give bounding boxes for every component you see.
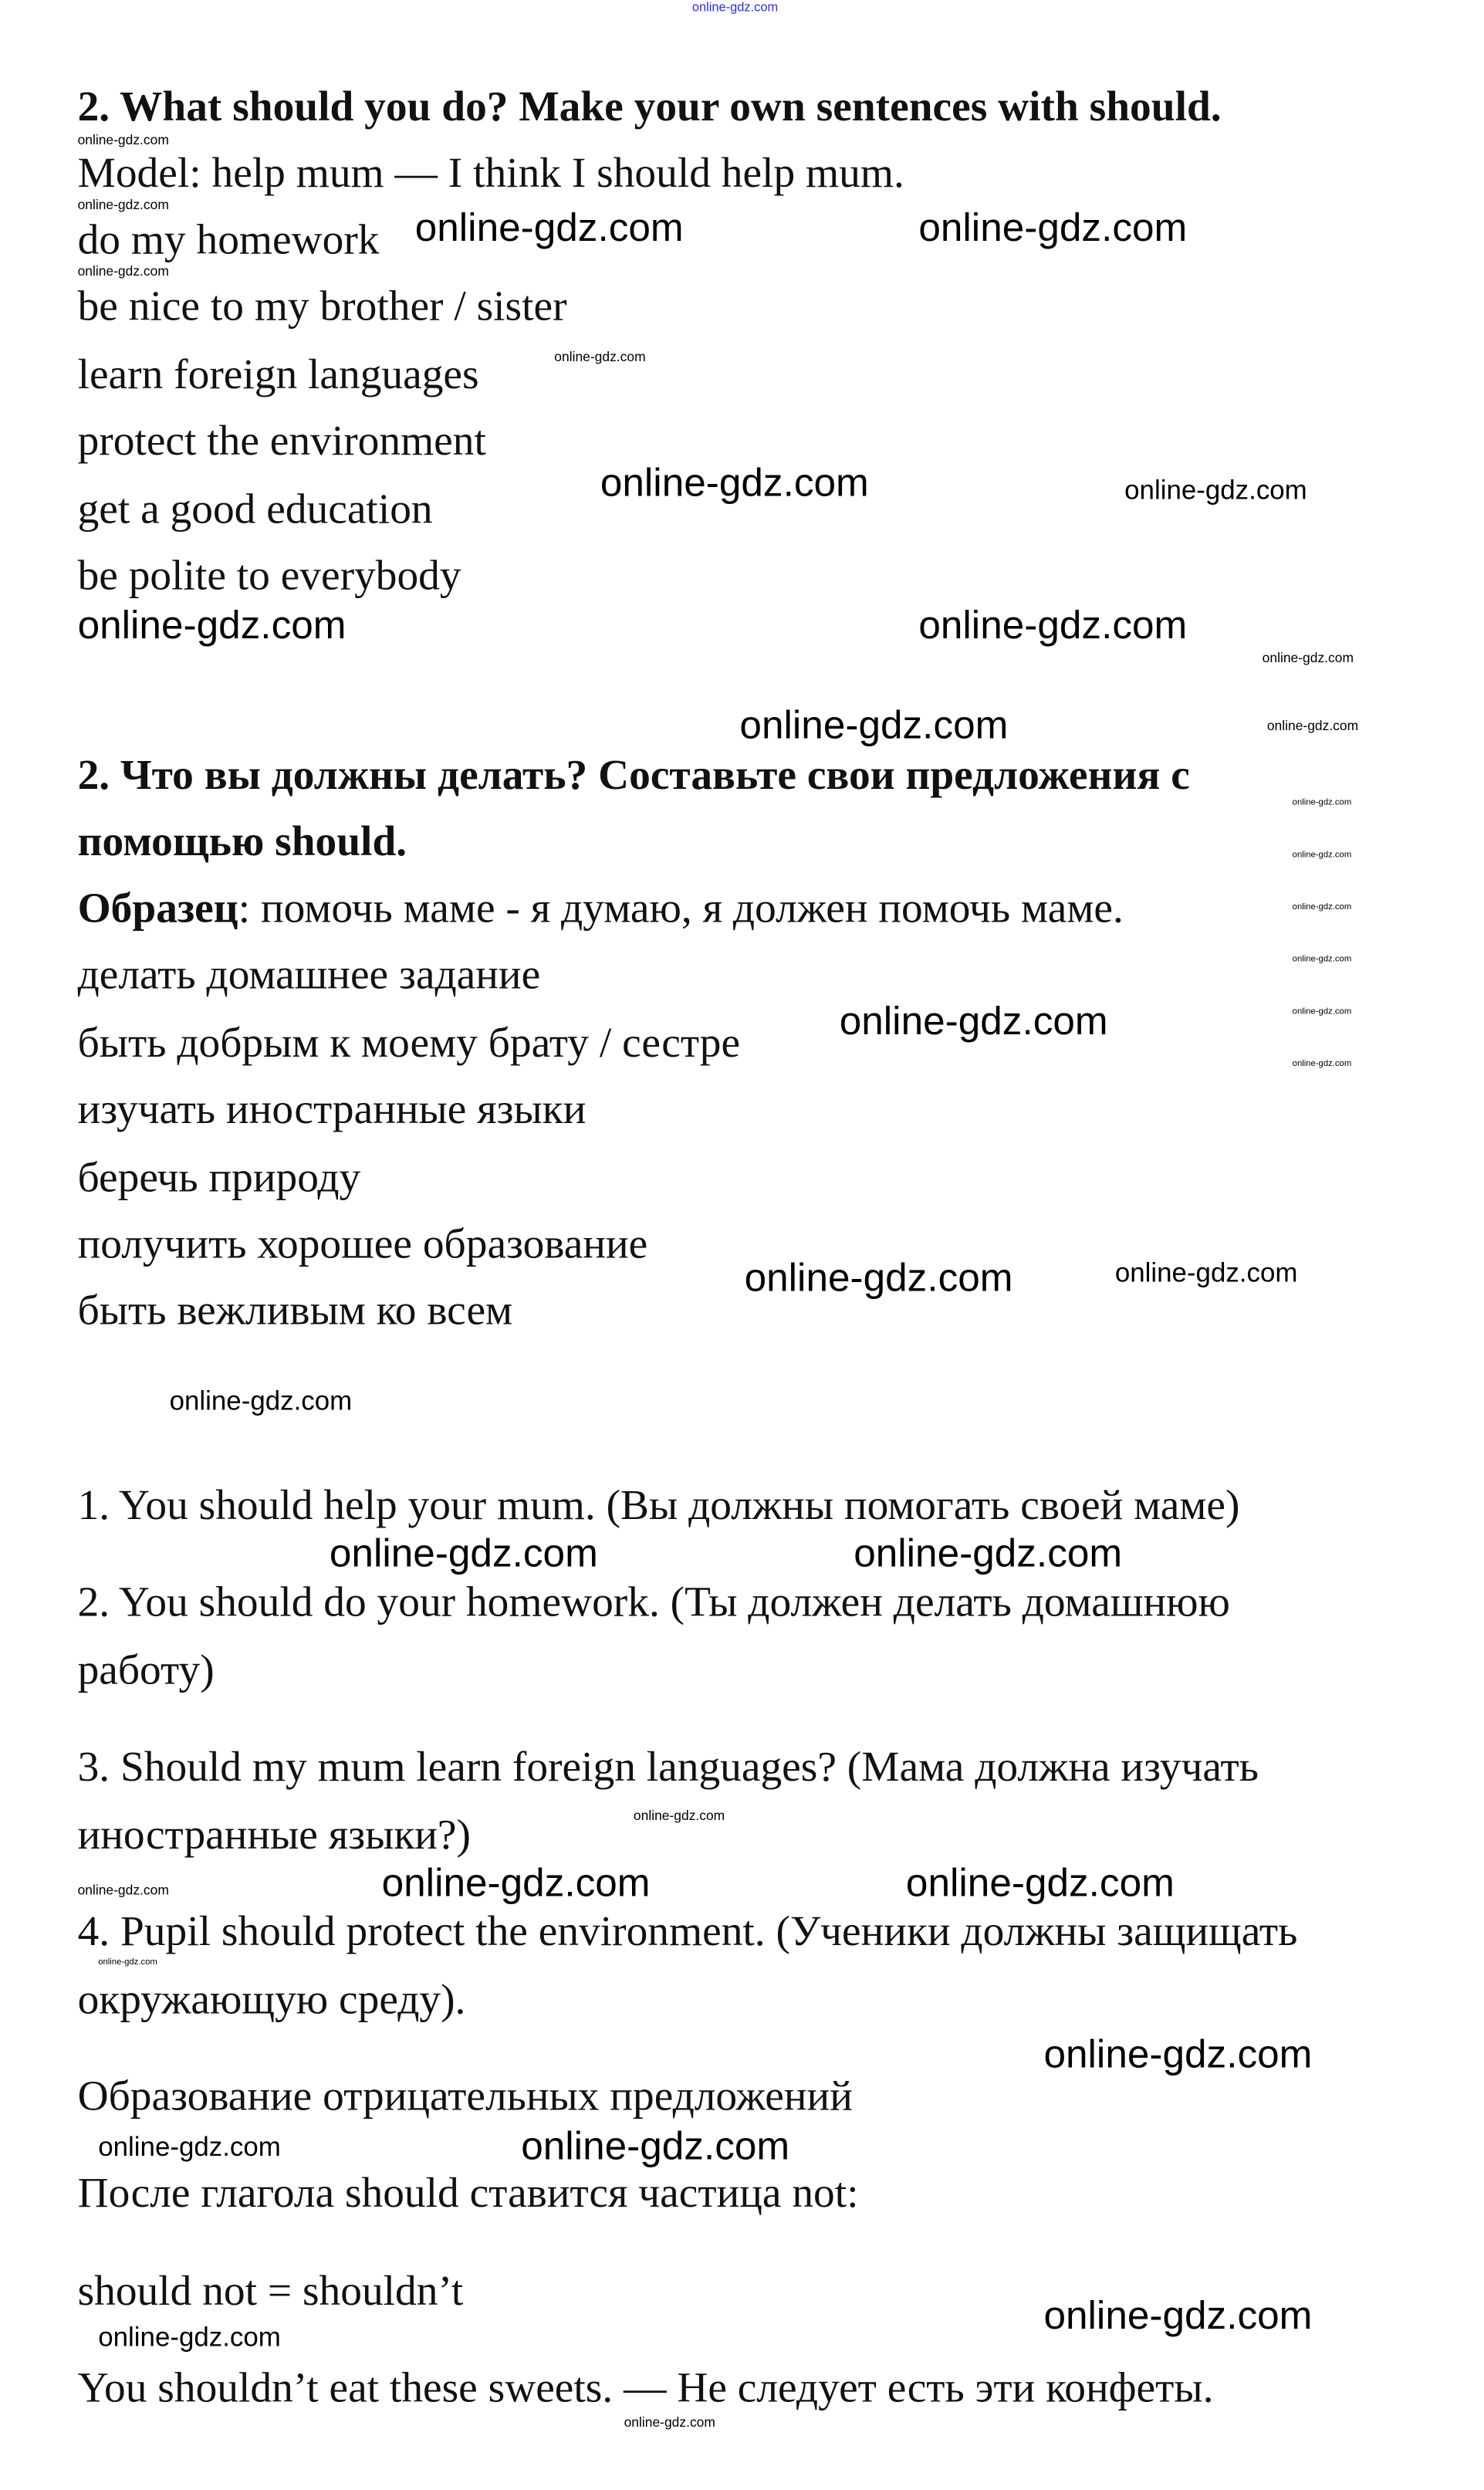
list-item: get a good education bbox=[77, 485, 433, 533]
rule-text: После глагола should ставится частица not: bbox=[77, 2168, 859, 2217]
watermark: online-gdz.com bbox=[905, 1861, 1175, 1906]
answer-line: 2. You should do your homework. (Ты должен делать домашнюю bbox=[77, 1578, 1230, 1626]
exercise-heading: 2. What should you do? Make your own sentences with should. bbox=[77, 82, 1222, 130]
list-item: быть вежливым ко всем bbox=[77, 1286, 513, 1335]
watermark: online-gdz.com bbox=[739, 703, 1009, 748]
watermark: online-gdz.com bbox=[98, 1957, 157, 1967]
watermark: online-gdz.com bbox=[1292, 955, 1352, 965]
watermark: online-gdz.com bbox=[1266, 717, 1359, 734]
rule-example: You shouldn’t eat these sweets. — Не следует есть эти конфеты. bbox=[77, 2363, 1214, 2411]
watermark: online-gdz.com bbox=[1292, 798, 1352, 808]
list-item: быть добрым к моему брату / сестре bbox=[77, 1018, 741, 1067]
list-item: беречь природу bbox=[77, 1153, 361, 1201]
watermark: online-gdz.com bbox=[1114, 1257, 1298, 1288]
watermark: online-gdz.com bbox=[839, 1000, 1108, 1044]
watermark: online-gdz.com bbox=[1292, 1059, 1352, 1070]
watermark: online-gdz.com bbox=[691, 0, 779, 15]
answer-line: 1. You should help your mum. (Вы должны помогать своей маме) bbox=[77, 1480, 1240, 1529]
exercise-heading-ru: 2. Что вы должны делать? Составьте свои предложения с bbox=[77, 750, 1190, 799]
watermark: online-gdz.com bbox=[918, 205, 1188, 251]
list-item: do my homework bbox=[77, 215, 380, 263]
list-item: получить хорошее образование bbox=[77, 1220, 648, 1267]
watermark: online-gdz.com bbox=[1043, 2293, 1313, 2339]
list-item: protect the environment bbox=[77, 416, 486, 465]
watermark: online-gdz.com bbox=[1043, 2032, 1313, 2077]
watermark: online-gdz.com bbox=[77, 196, 169, 213]
list-item: be nice to my brother / sister bbox=[77, 282, 567, 330]
answer-line: работу) bbox=[77, 1646, 215, 1693]
watermark: online-gdz.com bbox=[521, 2124, 790, 2169]
watermark: online-gdz.com bbox=[1124, 475, 1307, 506]
watermark: online-gdz.com bbox=[554, 348, 646, 365]
model-text: : помочь маме - я думаю, я должен помочь маме. bbox=[238, 884, 1124, 932]
watermark: online-gdz.com bbox=[98, 2132, 281, 2163]
watermark: online-gdz.com bbox=[1292, 902, 1352, 913]
watermark: online-gdz.com bbox=[624, 2414, 715, 2431]
model-label: Образец bbox=[77, 884, 238, 932]
rule-heading: Образование отрицательных предложений bbox=[77, 2072, 853, 2120]
answer-line: иностранные языки?) bbox=[77, 1810, 471, 1859]
watermark: online-gdz.com bbox=[329, 1531, 598, 1577]
watermark: online-gdz.com bbox=[854, 1531, 1123, 1577]
model-sentence-ru bbox=[78, 882, 1124, 933]
watermark: online-gdz.com bbox=[1292, 1007, 1352, 1017]
watermark: online-gdz.com bbox=[744, 1256, 1013, 1301]
list-item: изучать иностранные языки bbox=[77, 1084, 587, 1133]
exercise-heading-ru-cont: помощью should. bbox=[77, 817, 407, 865]
watermark: online-gdz.com bbox=[98, 2322, 281, 2353]
watermark: online-gdz.com bbox=[381, 1861, 651, 1906]
watermark: online-gdz.com bbox=[918, 603, 1188, 648]
list-item: learn foreign languages bbox=[77, 350, 479, 398]
watermark: online-gdz.com bbox=[1262, 649, 1354, 665]
watermark: online-gdz.com bbox=[633, 1807, 725, 1824]
watermark: online-gdz.com bbox=[600, 461, 869, 506]
watermark: online-gdz.com bbox=[414, 205, 684, 251]
rule-formula: should not = shouldn’t bbox=[77, 2266, 464, 2315]
watermark: online-gdz.com bbox=[77, 131, 169, 147]
answer-line: 4. Pupil should protect the environment. (Ученики должны защищать bbox=[77, 1906, 1298, 1955]
watermark: online-gdz.com bbox=[77, 603, 346, 648]
list-item: be polite to everybody bbox=[77, 551, 461, 599]
watermark: online-gdz.com bbox=[77, 1882, 169, 1898]
list-item: делать домашнее задание bbox=[77, 950, 541, 998]
model-sentence: Model: help mum — I think I should help mum. bbox=[77, 148, 904, 197]
watermark: online-gdz.com bbox=[77, 262, 169, 279]
answer-line: окружающую среду). bbox=[77, 1975, 466, 2023]
watermark: online-gdz.com bbox=[1292, 851, 1352, 861]
answer-line: 3. Should my mum learn foreign languages? (Мама должна изучать bbox=[77, 1742, 1259, 1791]
watermark: online-gdz.com bbox=[169, 1385, 353, 1416]
